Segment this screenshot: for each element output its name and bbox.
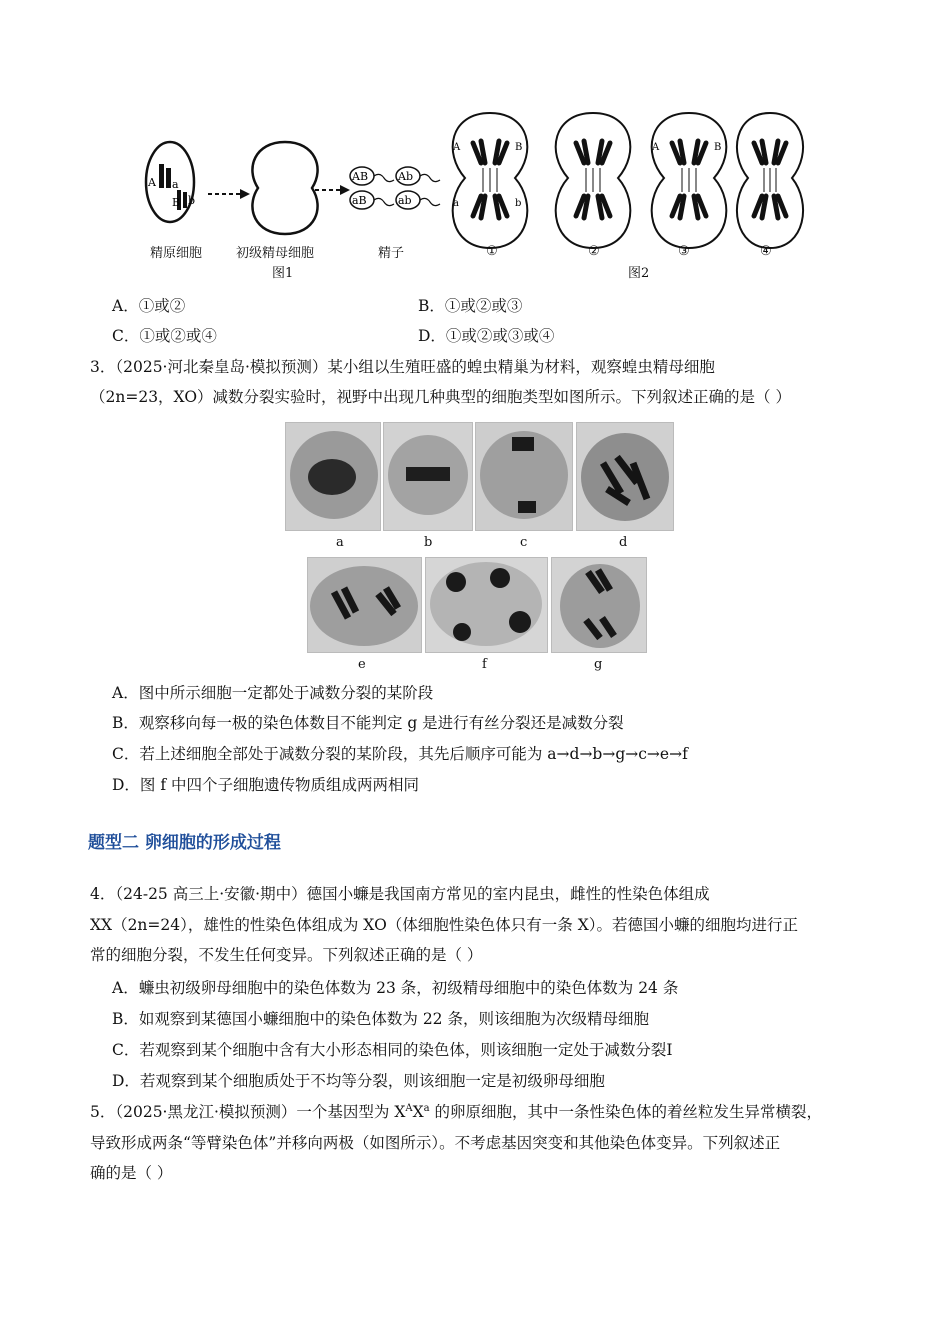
allele-a-label: a — [172, 178, 179, 191]
fig2-cell-1 — [452, 113, 527, 248]
q2-option-c[interactable]: C．①或②或④ — [112, 327, 217, 345]
fig1-caption: 图1 — [272, 266, 294, 281]
q3-option-b[interactable]: B．观察移向每一极的染色体数目不能判定 g 是进行有丝分裂还是减数分裂 — [112, 714, 624, 732]
q2-option-b[interactable]: B．①或②或③ — [418, 297, 523, 315]
q4-option-d[interactable]: D．若观察到某个细胞质处于不均等分裂，则该细胞一定是初级卵母细胞 — [112, 1072, 605, 1090]
micrograph-label: b — [424, 535, 433, 550]
svg-text:a: a — [453, 198, 459, 209]
q4-option-b[interactable]: B．如观察到某德国小蠊细胞中的染色体数为 22 条，则该细胞为次级精母细胞 — [112, 1010, 649, 1028]
label-primary-spermatocyte: 初级精母细胞 — [236, 246, 315, 261]
q5-stem-line1 — [90, 1102, 822, 1122]
q5-sup-A: A — [405, 1102, 413, 1114]
micrograph-c — [475, 422, 573, 531]
arrow-2 — [315, 185, 350, 195]
fig2-cell-4 — [737, 113, 803, 248]
fig2-cell-3 — [651, 113, 726, 248]
q5-stem-part2: 的卵原细胞，其中一条性染色体的着丝粒发生异常横裂， — [429, 1103, 823, 1121]
fig2-caption: 图2 — [628, 266, 650, 281]
svg-text:b: b — [515, 198, 522, 209]
q5-sup-a: a — [423, 1102, 430, 1114]
q4-stem-line2: XX（2n=24），雄性的性染色体组成为 XO（体细胞性染色体只有一条 X）。若德国小蠊的细胞均进行正 — [90, 916, 798, 934]
micrograph-f — [425, 557, 548, 653]
micrograph-e — [307, 557, 422, 653]
fig2-cell-2 — [556, 113, 631, 248]
micrograph-label: g — [594, 657, 603, 672]
fig2-panel-label: ④ — [760, 244, 772, 259]
section-title: 题型二 卵细胞的形成过程 — [88, 833, 281, 853]
label-spermatogonium: 精原细胞 — [150, 246, 203, 261]
q4-stem-line3: 常的细胞分裂，不发生任何变异。下列叙述正确的是（ ） — [90, 946, 483, 964]
micrograph-b — [383, 422, 473, 531]
q5-stem-line3: 确的是（ ） — [90, 1164, 173, 1182]
sperm-genotype: ab — [398, 194, 412, 207]
svg-text:A: A — [652, 142, 660, 153]
q3-stem-line1: 3．（2025·河北秦皇岛·模拟预测）某小组以生殖旺盛的蝗虫精巢为材料，观察蝗虫精母细胞 — [90, 358, 715, 376]
micrograph-a — [285, 422, 381, 531]
q5-stem-part1: 5．（2025·黑龙江·模拟预测）一个基因型为 X — [90, 1103, 406, 1121]
q4-option-c[interactable]: C．若观察到某个细胞中含有大小形态相同的染色体，则该细胞一定处于减数分裂Ⅰ — [112, 1041, 673, 1059]
allele-A-label: A — [148, 176, 156, 189]
meiosis-figure — [130, 108, 820, 283]
micrograph-label: a — [336, 535, 344, 550]
svg-text:B: B — [515, 142, 523, 153]
allele-b-label: b — [188, 194, 196, 207]
q5-stem-line2: 导致形成两条“等臂染色体”并移向两极（如图所示）。不考虑基因突变和其他染色体变异。下列叙述正 — [90, 1134, 781, 1152]
svg-text:B: B — [714, 142, 722, 153]
q4-option-a[interactable]: A．蠊虫初级卵母细胞中的染色体数为 23 条，初级精母细胞中的染色体数为 24 条 — [112, 979, 679, 997]
sperm-genotype: Ab — [398, 170, 413, 183]
arrow-1 — [208, 189, 250, 199]
svg-text:A: A — [453, 142, 461, 153]
q3-stem-line2: （2n=23，XO）减数分裂实验时，视野中出现几种典型的细胞类型如图所示。下列叙述正确的是（ ） — [90, 388, 791, 406]
micrograph-label: c — [520, 535, 528, 550]
primary-spermatocyte-cell — [252, 142, 317, 234]
q3-option-d[interactable]: D．图 f 中四个子细胞遗传物质组成两两相同 — [112, 776, 420, 794]
sperm-genotype: AB — [352, 170, 369, 183]
q3-option-c[interactable]: C．若上述细胞全部处于减数分裂的某阶段，其先后顺序可能为 a→d→b→g→c→e→f — [112, 745, 688, 763]
q2-option-d[interactable]: D．①或②或③或④ — [418, 327, 555, 345]
micrograph-d — [576, 422, 674, 531]
micrograph-label: e — [358, 657, 366, 672]
fig2-panel-label: ③ — [678, 244, 690, 259]
micrograph-g — [551, 557, 647, 653]
q5-X: X — [412, 1103, 424, 1121]
sperm-genotype: aB — [352, 194, 367, 207]
micrograph-label: f — [482, 657, 487, 672]
allele-B-label: B — [172, 196, 181, 209]
q4-stem-line1: 4．（24-25 高三上·安徽·期中）德国小蠊是我国南方常见的室内昆虫，雌性的性染色体组成 — [90, 885, 710, 903]
q3-option-a[interactable]: A．图中所示细胞一定都处于减数分裂的某阶段 — [112, 684, 434, 702]
label-sperm: 精子 — [378, 246, 405, 261]
fig2-panel-label: ② — [588, 244, 600, 259]
micrograph-label: d — [619, 535, 628, 550]
fig2-panel-label: ① — [486, 244, 498, 259]
q2-option-a[interactable]: A．①或② — [112, 297, 186, 315]
